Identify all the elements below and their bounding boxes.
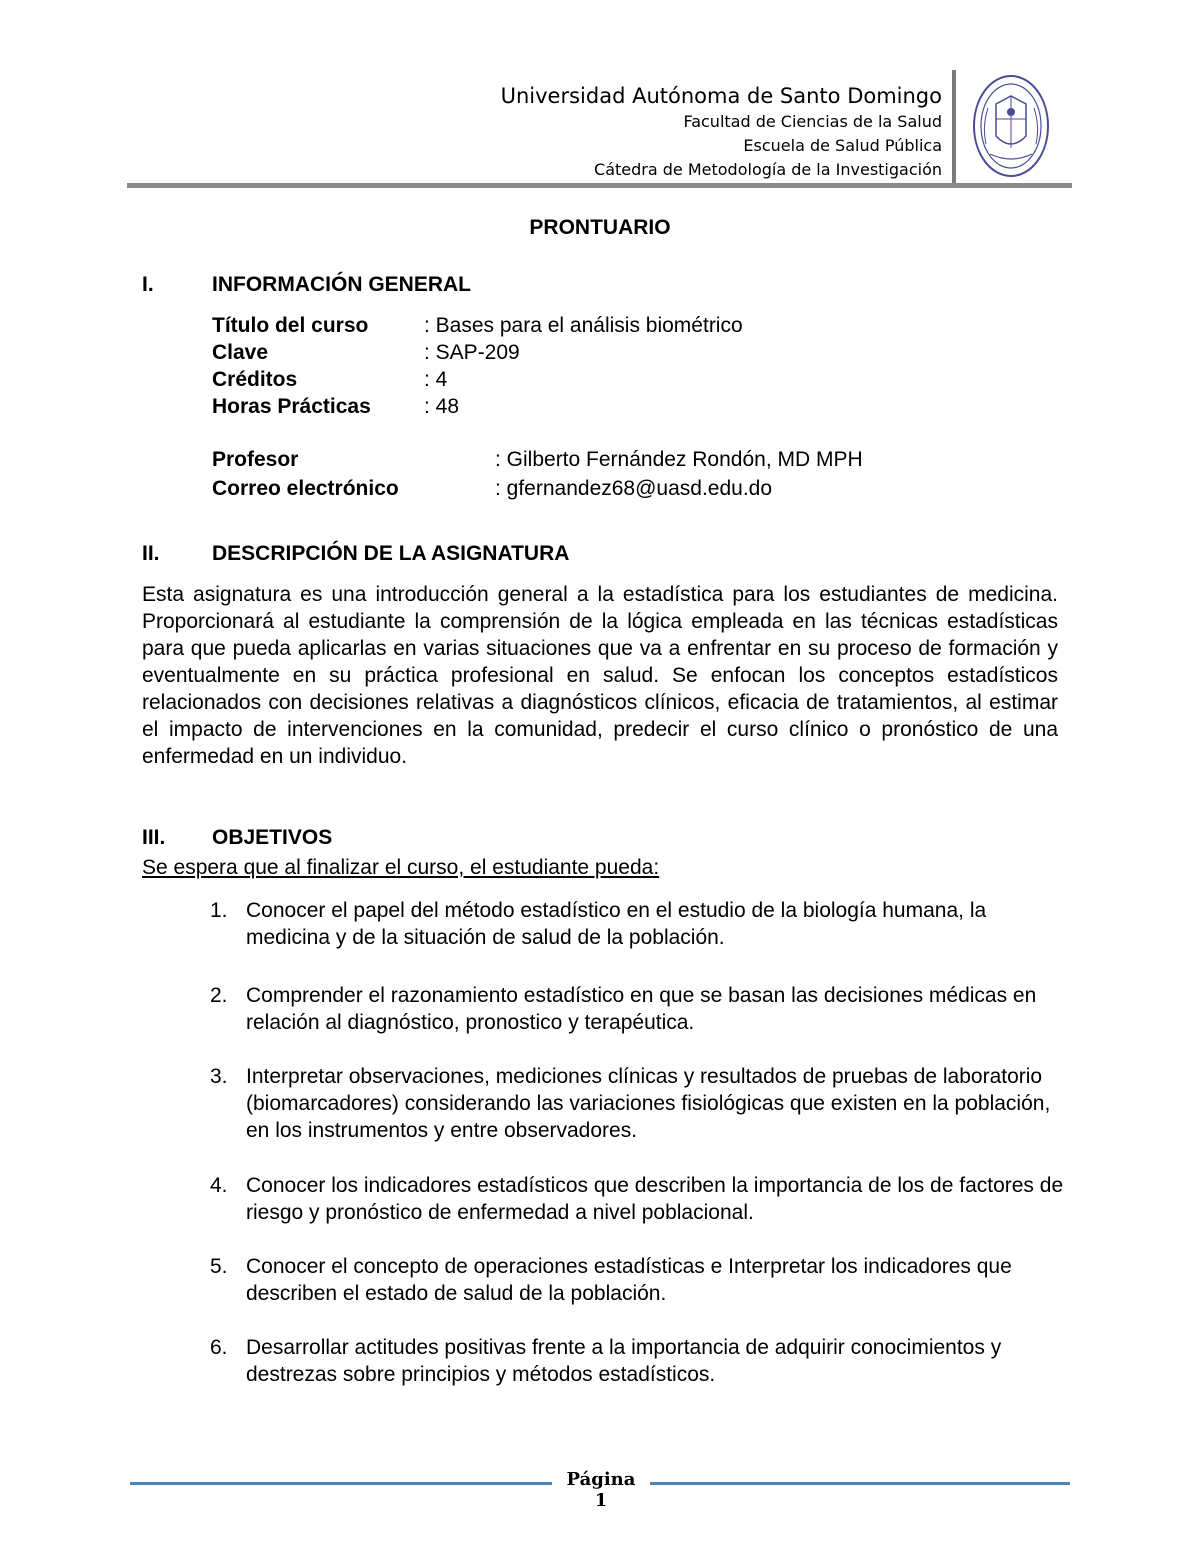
info-value: : 4: [424, 368, 448, 391]
info-value: : SAP-209: [424, 341, 520, 364]
objective-number: 1.: [210, 899, 228, 922]
objectives-intro: Se espera que al finalizar el curso, el estudiante pueda:: [142, 856, 660, 879]
section-title: OBJETIVOS: [212, 826, 333, 849]
faculty-name: Facultad de Ciencias de la Salud: [683, 112, 942, 131]
info-value: : 48: [424, 395, 460, 418]
info-value: : gfernandez68@uasd.edu.do: [495, 477, 773, 500]
objective-text: Comprender el razonamiento estadístico en que se basan las decisiones médicas en relación al diagnóstico, pronostico y terapéutica.: [246, 984, 1037, 1034]
objective-text: Conocer el concepto de operaciones estadísticas e Interpretar los indicadores que describen el estado de salud de la población.: [246, 1255, 1012, 1305]
info-label: Horas Prácticas: [212, 395, 371, 418]
course-description: Esta asignatura es una introducción general a la estadística para los estudiantes de medicina. Proporcionará al estudiante la comprensión de la lógica empleada en las técnicas estadísticas para que pueda aplicarlas en varias situaciones que va a enfrentar en su proceso de formación y eventualmente en su práctica profesional en salud. Se enfocan los conceptos estadísticos relacionados con decisiones relativas a diagnósticos clínicos, eficacia de tratamientos, al estimar el impacto de intervenciones en la comunidad, predecir el curso clínico o pronóstico de una enfermedad en un individuo.: [142, 583, 1058, 768]
info-label: Correo electrónico: [212, 477, 399, 500]
footer-rule-left: [130, 1482, 552, 1485]
objective-text: Desarrollar actitudes positivas frente a la importancia de adquirir conocimientos y destrezas sobre principios y métodos estadísticos.: [246, 1336, 1002, 1386]
info-value: : Gilberto Fernández Rondón, MD MPH: [495, 448, 863, 471]
info-value: : Bases para el análisis biométrico: [424, 314, 743, 337]
footer-rule-right: [650, 1482, 1070, 1485]
objective-number: 3.: [210, 1065, 228, 1088]
section-number: I.: [142, 273, 154, 296]
header-vertical-divider: [952, 70, 956, 186]
objective-text: Interpretar observaciones, mediciones clínicas y resultados de pruebas de laboratorio (biomarcadores) considerando las variaciones fisiológicas que existen en la población, en los instrumentos y entre observadores.: [246, 1065, 1051, 1142]
page-header: [0, 0, 1200, 190]
info-label: Créditos: [212, 368, 298, 391]
document-title: PRONTUARIO: [529, 216, 671, 239]
chair-name: Cátedra de Metodología de la Investigación: [594, 160, 942, 179]
university-seal-icon: [972, 74, 1050, 178]
info-label: Profesor: [212, 448, 299, 471]
objective-number: 4.: [210, 1174, 228, 1197]
section-title: DESCRIPCIÓN DE LA ASIGNATURA: [212, 542, 570, 565]
university-name: Universidad Autónoma de Santo Domingo: [500, 84, 942, 108]
objective-number: 5.: [210, 1255, 228, 1278]
objective-number: 2.: [210, 984, 228, 1007]
objective-text: Conocer los indicadores estadísticos que describen la importancia de los de factores de riesgo y pronóstico de enfermedad a nivel poblacional.: [246, 1174, 1064, 1224]
section-number: II.: [142, 542, 160, 565]
info-label: Clave: [212, 341, 269, 364]
objective-number: 6.: [210, 1336, 228, 1359]
section-number: III.: [142, 826, 166, 849]
header-text: [501, 82, 942, 182]
page-number: Página 1: [566, 1469, 636, 1511]
section-title: INFORMACIÓN GENERAL: [212, 273, 471, 296]
school-name: Escuela de Salud Pública: [743, 136, 942, 155]
header-horizontal-rule: [127, 183, 1072, 188]
info-label: Título del curso: [212, 314, 369, 337]
objective-text: Conocer el papel del método estadístico en el estudio de la biología humana, la medicina y de la situación de salud de la población.: [246, 899, 987, 949]
